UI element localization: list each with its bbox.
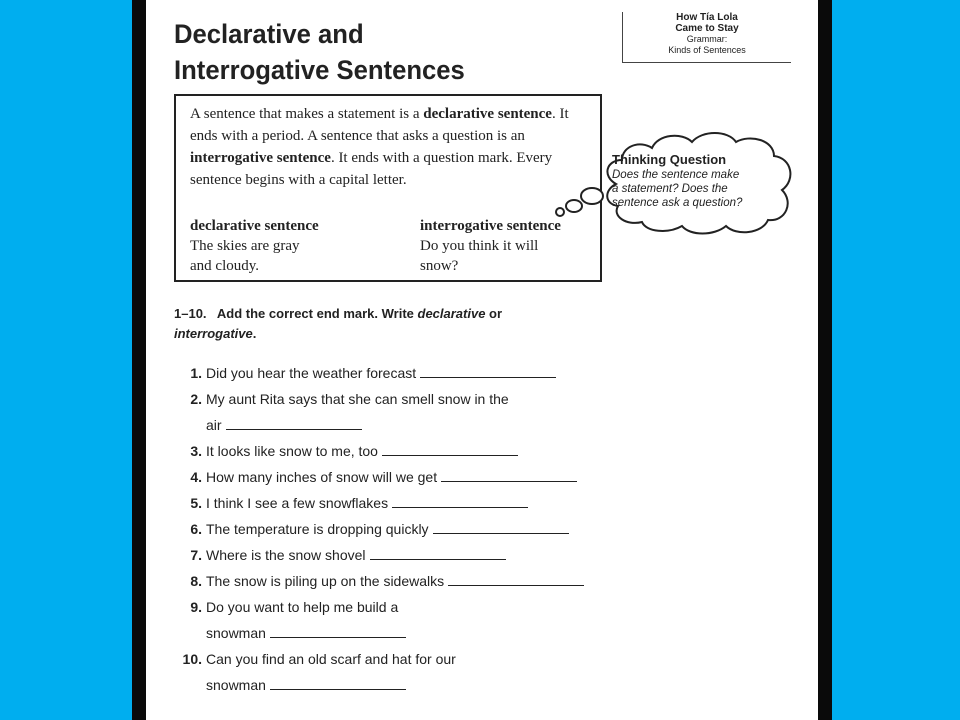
- page-title: [174, 16, 465, 88]
- instructions-text-3: .: [252, 326, 257, 341]
- item-text: Can you find an old scarf and hat for our: [206, 651, 456, 667]
- lesson-tag: [622, 12, 791, 63]
- instructions: [174, 304, 594, 344]
- list-item: [176, 388, 646, 414]
- example-interrogative-head: interrogative sentence: [420, 218, 561, 234]
- item-number: 1.: [190, 365, 202, 381]
- answer-blank[interactable]: [370, 545, 506, 560]
- term-interrogative: interrogative sentence: [190, 150, 331, 166]
- slide-frame-right: [818, 0, 832, 720]
- lesson-title-1: How Tía Lola: [676, 12, 738, 23]
- instructions-term-interrogative: interrogative: [174, 326, 253, 341]
- item-text: It looks like snow to me, too: [206, 443, 378, 459]
- answer-blank[interactable]: [433, 519, 569, 534]
- answer-blank[interactable]: [441, 467, 577, 482]
- example-interrogative: [420, 216, 561, 276]
- title-line-1: Declarative and: [174, 19, 364, 49]
- item-number: 8.: [190, 573, 202, 589]
- item-text: Did you hear the weather forecast: [206, 365, 417, 381]
- rule-text-2: . It ends with a period. A sentence that asks a question is an: [190, 106, 569, 144]
- list-item: [176, 570, 646, 596]
- example-interrogative-line-1: Do you think it will: [420, 238, 539, 254]
- answer-blank[interactable]: [226, 415, 362, 430]
- list-item-continuation: [176, 674, 646, 700]
- rule-text: [190, 103, 592, 191]
- item-text: air: [206, 417, 222, 433]
- example-interrogative-line-2: snow?: [420, 258, 459, 274]
- item-number: 5.: [190, 495, 202, 511]
- example-declarative-line-2: and cloudy.: [190, 258, 260, 274]
- rule-text-3: . It ends with a question mark. Every sentence begins with a capital letter.: [190, 150, 553, 188]
- lesson-topic: Kinds of Sentences: [668, 45, 746, 55]
- answer-blank[interactable]: [392, 493, 528, 508]
- example-declarative-line-1: The skies are gray: [190, 238, 300, 254]
- rule-box: [174, 94, 602, 282]
- thinking-question-line-3: sentence ask a question?: [612, 197, 743, 209]
- item-text: The temperature is dropping quickly: [206, 521, 429, 537]
- answer-blank[interactable]: [270, 675, 406, 690]
- item-text: snowman: [206, 625, 266, 641]
- item-number: 3.: [190, 443, 202, 459]
- instructions-term-declarative: declarative: [417, 306, 486, 321]
- example-declarative: [190, 216, 319, 276]
- item-number: 7.: [190, 547, 202, 563]
- thinking-question-line-1: Does the sentence make: [612, 169, 740, 181]
- item-text: Where is the snow shovel: [206, 547, 366, 563]
- lesson-title-2: Came to Stay: [675, 23, 739, 34]
- answer-blank[interactable]: [382, 441, 518, 456]
- term-declarative: declarative sentence: [423, 106, 552, 122]
- list-item: [176, 362, 646, 388]
- item-number: 2.: [190, 391, 202, 407]
- lesson-skill: Grammar:: [686, 34, 728, 44]
- thinking-question: [612, 152, 790, 210]
- worksheet-page: [146, 0, 818, 720]
- exercise-list: [176, 362, 646, 700]
- instructions-text-2: or: [485, 306, 503, 321]
- answer-blank[interactable]: [270, 623, 406, 638]
- list-item: [176, 596, 646, 622]
- item-text: snowman: [206, 677, 266, 693]
- answer-blank[interactable]: [420, 363, 556, 378]
- item-text: My aunt Rita says that she can smell snow in the: [206, 391, 509, 407]
- example-declarative-head: declarative sentence: [190, 218, 319, 234]
- item-text: The snow is piling up on the sidewalks: [206, 573, 445, 589]
- thinking-question-line-2: a statement? Does the: [612, 183, 728, 195]
- list-item-continuation: [176, 622, 646, 648]
- list-item: [176, 440, 646, 466]
- thinking-question-title: Thinking Question: [612, 152, 727, 167]
- list-item: [176, 492, 646, 518]
- item-number: 9.: [190, 599, 202, 615]
- item-number: 6.: [190, 521, 202, 537]
- item-number: 10.: [182, 651, 202, 667]
- answer-blank[interactable]: [448, 571, 584, 586]
- instructions-text-1: Add the correct end mark. Write: [216, 306, 418, 321]
- list-item: [176, 518, 646, 544]
- item-number: 4.: [190, 469, 202, 485]
- list-item-continuation: [176, 414, 646, 440]
- slide-frame-left: [132, 0, 146, 720]
- item-text: How many inches of snow will we get: [206, 469, 438, 485]
- list-item: [176, 544, 646, 570]
- rule-text-1: A sentence that makes a statement is a: [190, 106, 424, 122]
- list-item: [176, 466, 646, 492]
- instructions-range: 1–10.: [174, 306, 207, 321]
- item-text: Do you want to help me build a: [206, 599, 399, 615]
- item-text: I think I see a few snowflakes: [206, 495, 389, 511]
- list-item: [176, 648, 646, 674]
- title-line-2: Interrogative Sentences: [174, 55, 465, 85]
